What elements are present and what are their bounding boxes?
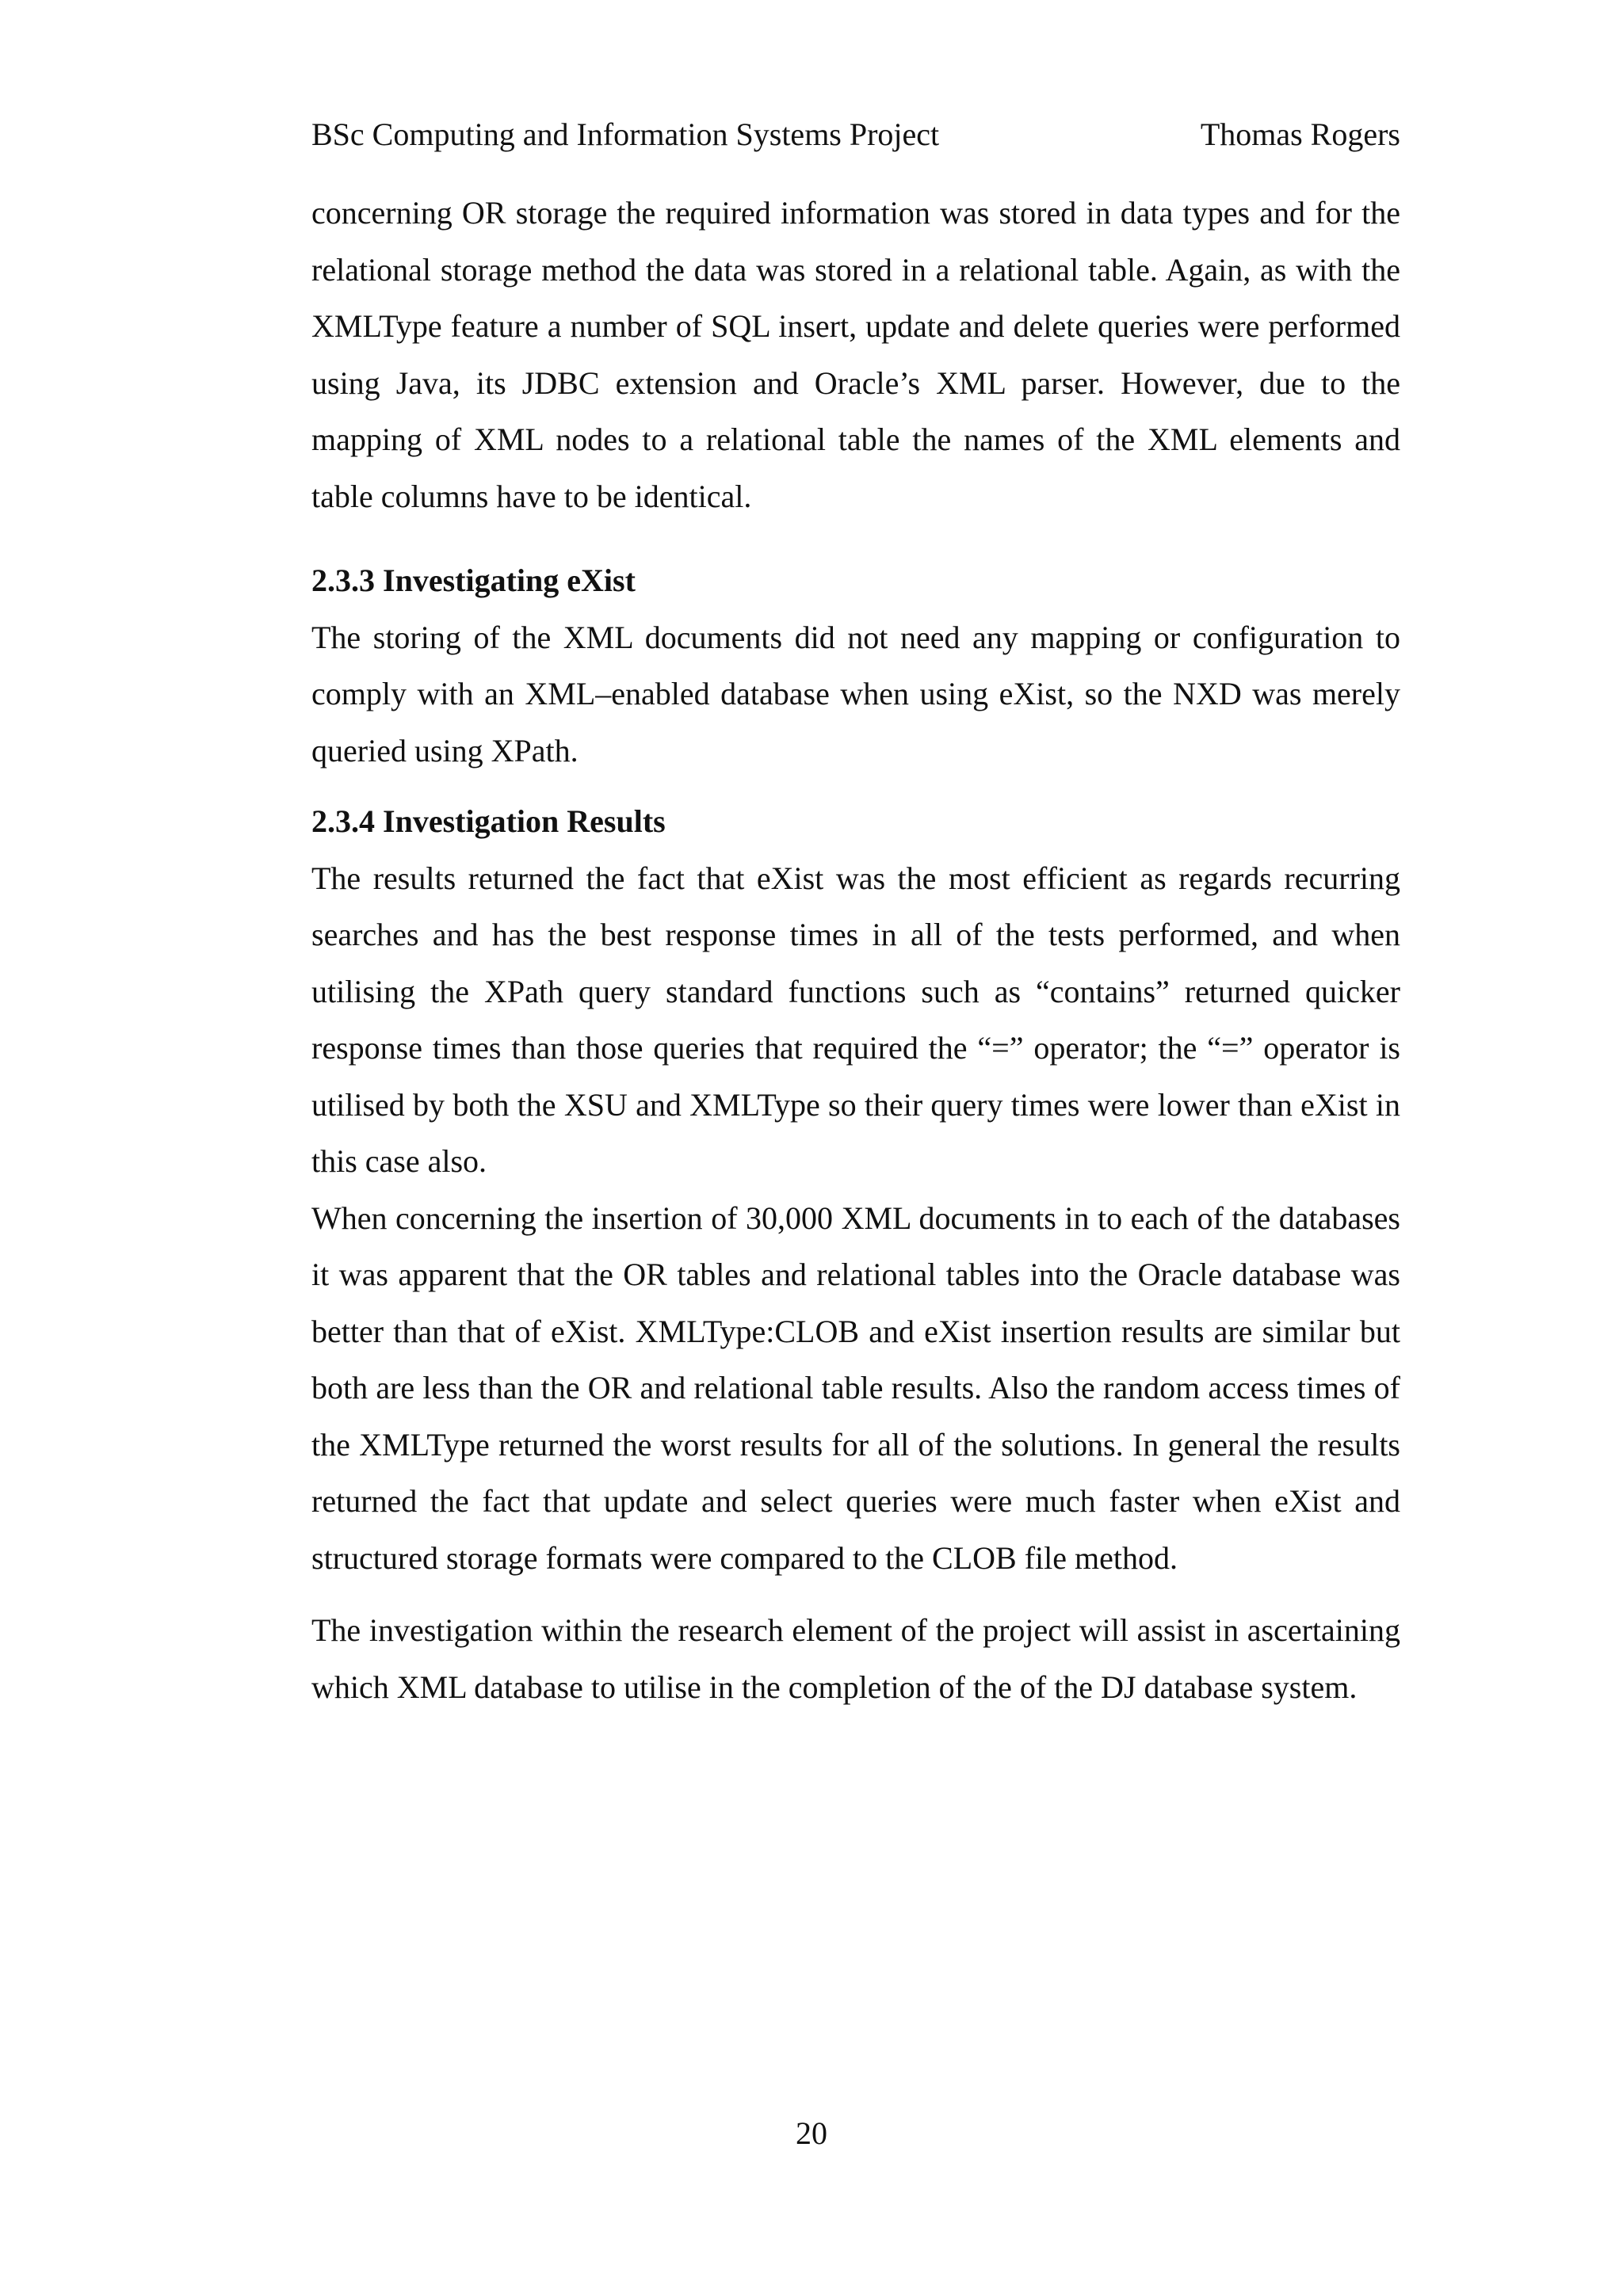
section-2-3-4-paragraph-1: The results returned the fact that eXist was the most efficient as regards recurring searches and has the best response times in all of the tests performed, and when utilising the XPath query standard functions such as “contains” returned quicker response times than those queries that required the “=” operator; the “=” operator is utilised by both the XSU and XMLType so their query times were lower than eXist in this case also. bbox=[311, 860, 1400, 1179]
page-body bbox=[311, 185, 1400, 1715]
section-heading-2-3-3: 2.3.3 Investigating eXist bbox=[311, 563, 636, 598]
section-2-3-4-paragraph-3: The investigation within the research element of the project will assist in ascertaining which XML database to utilise in the completion of the of the DJ database system. bbox=[311, 1612, 1400, 1705]
section-heading-2-3-4: 2.3.4 Investigation Results bbox=[311, 803, 666, 839]
section-2-3-3-paragraph: The storing of the XML documents did not need any mapping or configuration to comply with an XML–enabled database when using eXist, so the NXD was merely queried using XPath. bbox=[311, 619, 1400, 769]
intro-paragraph: concerning OR storage the required information was stored in data types and for the relational storage method the data was stored in a relational table. Again, as with the XMLType feature a number of SQL insert, update and delete queries were performed using Java, its JDBC extension and Oracle’s XML parser. However, due to the mapping of XML nodes to a relational table the names of the XML elements and table columns have to be identical. bbox=[311, 195, 1400, 514]
section-2-3-4-paragraph-2: When concerning the insertion of 30,000 XML documents in to each of the databases it was apparent that the OR tables and relational tables into the Oracle database was better than that of eXist. XMLType:CLOB and eXist insertion results are similar but both are less than the OR and relational table results. Also the random access times of the XMLType returned the worst results for all of the solutions. In general the results returned the fact that update and select queries were much faster when eXist and structured storage formats were compared to the CLOB file method. bbox=[311, 1199, 1400, 1576]
header-author: Thomas Rogers bbox=[1200, 116, 1400, 152]
running-header bbox=[311, 113, 1400, 157]
header-project-title: BSc Computing and Information Systems Project bbox=[311, 116, 940, 152]
page-number: 20 bbox=[796, 2115, 827, 2151]
